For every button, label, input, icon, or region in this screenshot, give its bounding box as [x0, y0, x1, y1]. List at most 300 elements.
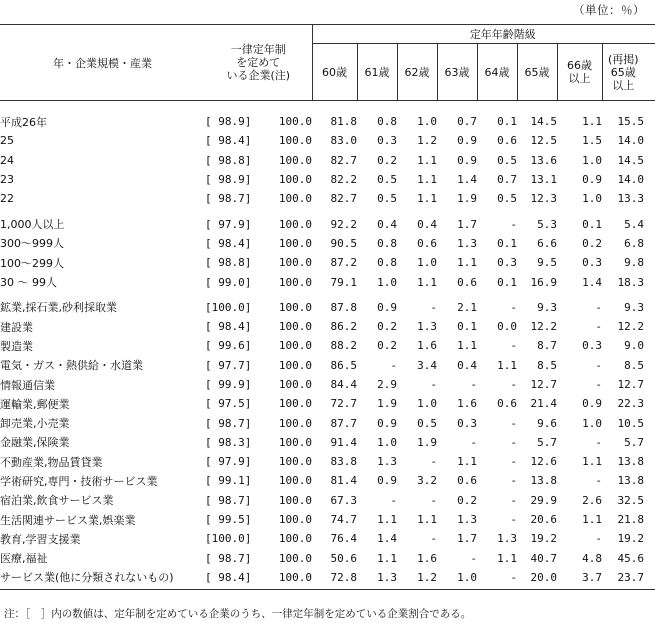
uniform-retirement-header: 一律定年制 を定めて いる企業(注): [205, 25, 312, 101]
age-value: 0.1: [497, 236, 517, 250]
age-value: -: [510, 513, 517, 527]
table-row: [0, 549, 655, 568]
age-col-header: 60歳: [312, 44, 357, 101]
age-value: 0.1: [457, 320, 477, 334]
age-value: 1.0: [457, 570, 477, 584]
uniform-rate-bracket: [ 97.9]: [205, 455, 252, 469]
age-value: 1.1: [582, 455, 602, 469]
age-value: 90.5: [330, 236, 357, 250]
age-value: 14.0: [617, 134, 644, 148]
age-value: 1.1: [582, 513, 602, 527]
age-value: 1.2: [417, 134, 437, 148]
age-value: 0.9: [377, 416, 397, 430]
age-value: 1.4: [377, 532, 397, 546]
age-value: 0.6: [497, 397, 517, 411]
total-value: 100.0: [278, 134, 312, 148]
age-value: 5.3: [537, 217, 557, 231]
age-value: 10.5: [617, 416, 644, 430]
table-row: [0, 336, 655, 355]
age-value: 14.5: [530, 115, 557, 129]
row-label: 宿泊業,飲食サービス業: [0, 494, 114, 508]
age-value: 0.2: [377, 320, 397, 334]
age-value: -: [430, 378, 437, 391]
age-value: 0.9: [457, 134, 477, 148]
age-value: -: [470, 435, 477, 449]
table-row: [0, 272, 655, 291]
age-value: 1.0: [377, 435, 397, 449]
age-value: 82.7: [330, 153, 357, 167]
age-value: 0.2: [377, 153, 397, 167]
age-value: 1.0: [582, 153, 602, 167]
age-value: 1.3: [377, 455, 397, 469]
row-label: 金融業,保険業: [0, 436, 70, 450]
age-value: -: [510, 455, 517, 469]
uniform-rate-bracket: [ 98.4]: [205, 236, 252, 250]
uniform-rate-bracket: [ 98.7]: [205, 551, 252, 565]
age-value: 82.7: [330, 192, 357, 206]
age-value: 12.3: [530, 192, 557, 206]
table-row: [0, 529, 655, 548]
age-value: 0.9: [582, 173, 602, 187]
age-value: 18.3: [617, 275, 644, 289]
total-value: 100.0: [278, 320, 312, 334]
table-row: [0, 356, 655, 375]
age-value: 0.6: [497, 134, 517, 148]
table-row: [0, 568, 655, 587]
age-value: 23.7: [617, 570, 644, 584]
age-value: 1.6: [457, 397, 477, 411]
row-label: 25: [0, 134, 14, 148]
total-value: 100.0: [278, 173, 312, 187]
age-value: 14.5: [617, 153, 644, 167]
age-value: 2.1: [457, 300, 477, 314]
row-label: 22: [0, 192, 14, 206]
age-value: 0.5: [377, 192, 397, 206]
age-value: 0.1: [497, 275, 517, 289]
table-row: [0, 253, 655, 272]
table-header: [0, 25, 655, 101]
age-value: 50.6: [330, 551, 357, 565]
age-value: 1.0: [417, 397, 437, 411]
age-value: 92.2: [330, 217, 357, 231]
table-bottom-rule: [0, 587, 655, 590]
age-value: -: [470, 378, 477, 391]
age-value: 1.1: [417, 192, 437, 206]
uniform-rate-bracket: [ 98.8]: [205, 153, 252, 167]
age-value: 6.6: [537, 236, 557, 250]
age-value: -: [595, 435, 602, 449]
age-value: 72.7: [330, 397, 357, 411]
age-value: 21.4: [530, 397, 557, 411]
age-value: 3.7: [582, 570, 602, 584]
uniform-rate-bracket: [ 99.0]: [205, 275, 252, 289]
row-label: 不動産業,物品賃貸業: [0, 455, 103, 469]
age-value: 0.4: [417, 217, 437, 231]
age-value: -: [510, 339, 517, 353]
age-value: 13.8: [617, 474, 644, 488]
age-value: 13.6: [530, 153, 557, 167]
total-value: 100.0: [278, 532, 312, 546]
age-value: 32.5: [617, 493, 644, 507]
total-value: 100.0: [278, 513, 312, 527]
table-row: [0, 170, 655, 189]
age-value: 20.6: [530, 513, 557, 527]
uniform-rate-bracket: [ 98.4]: [205, 570, 252, 584]
age-value: 74.7: [330, 513, 357, 527]
age-value: 0.1: [497, 115, 517, 129]
total-value: 100.0: [278, 217, 312, 231]
total-value: 100.0: [278, 153, 312, 167]
age-value: 13.1: [530, 173, 557, 187]
age-value: 0.9: [457, 153, 477, 167]
table-row: [0, 433, 655, 452]
age-value: 1.6: [417, 551, 437, 565]
age-value: 9.6: [537, 416, 557, 430]
age-value: 83.0: [330, 134, 357, 148]
age-value: 0.8: [377, 115, 397, 129]
age-value: 12.2: [530, 320, 557, 334]
section-gap: [0, 101, 655, 113]
age-value: -: [595, 358, 602, 372]
age-value: 1.1: [497, 551, 517, 565]
uniform-rate-bracket: [ 98.7]: [205, 493, 252, 507]
row-label: 300～999人: [0, 237, 64, 251]
total-value: 100.0: [278, 416, 312, 430]
age-value: 8.5: [624, 358, 644, 372]
total-value: 100.0: [278, 236, 312, 250]
age-value: 3.2: [417, 474, 437, 488]
age-value: 9.0: [624, 339, 644, 353]
age-value: 0.2: [377, 339, 397, 353]
row-label: 卸売業,小売業: [0, 417, 70, 431]
table-row: [0, 131, 655, 150]
table-row: [0, 234, 655, 253]
table-row: [0, 189, 655, 208]
age-value: 13.8: [617, 455, 644, 469]
age-value: 1.0: [582, 416, 602, 430]
row-label: 学術研究,専門・技術サービス業: [0, 474, 158, 488]
age-value: 13.8: [530, 474, 557, 488]
uniform-rate-bracket: [ 99.5]: [205, 513, 252, 527]
age-value: -: [595, 474, 602, 488]
row-label: 生活関連サービス業,娯楽業: [0, 513, 136, 527]
uniform-rate-bracket: [100.0]: [205, 300, 252, 314]
age-value: 81.4: [330, 474, 357, 488]
age-value: 13.3: [617, 192, 644, 206]
age-value: 0.4: [457, 358, 477, 372]
row-label: 100～299人: [0, 256, 64, 270]
age-value: 1.0: [417, 115, 437, 129]
age-value: 12.7: [530, 378, 557, 391]
age-col-header: (再掲) 65歳 以上: [602, 44, 644, 101]
uniform-rate-bracket: [ 98.4]: [205, 134, 252, 148]
table-row: [0, 413, 655, 432]
age-value: 5.4: [624, 217, 644, 231]
age-value: 12.2: [617, 320, 644, 334]
age-value: 81.8: [330, 115, 357, 129]
age-value: 88.2: [330, 339, 357, 353]
age-value: -: [510, 217, 517, 231]
age-col-header: 65歳: [517, 44, 557, 101]
age-value: -: [430, 532, 437, 546]
age-value: 0.6: [457, 275, 477, 289]
age-value: 1.3: [377, 570, 397, 584]
total-value: 100.0: [278, 275, 312, 289]
age-value: 0.6: [457, 474, 477, 488]
row-label: 情報通信業: [0, 378, 55, 392]
age-value: 1.7: [457, 217, 477, 231]
age-value: 0.2: [582, 236, 602, 250]
age-value: -: [510, 474, 517, 488]
total-value: 100.0: [278, 435, 312, 449]
total-value: 100.0: [278, 455, 312, 469]
age-value: 0.0: [497, 320, 517, 334]
age-value: 3.4: [417, 358, 437, 372]
total-value: 100.0: [278, 339, 312, 353]
age-value: 1.3: [457, 513, 477, 527]
age-value: 0.3: [582, 339, 602, 353]
age-col-header: 61歳: [357, 44, 397, 101]
age-value: 1.1: [457, 339, 477, 353]
age-value: -: [390, 358, 397, 372]
row-label: 30 ～ 99人: [0, 276, 57, 290]
total-value: 100.0: [278, 115, 312, 129]
age-value: 2.6: [582, 493, 602, 507]
age-value: 9.8: [624, 256, 644, 270]
age-value: 19.2: [617, 532, 644, 546]
uniform-rate-bracket: [ 98.9]: [205, 115, 252, 129]
age-value: 87.8: [330, 300, 357, 314]
age-value: 12.6: [530, 455, 557, 469]
uniform-rate-bracket: [ 98.7]: [205, 192, 252, 206]
age-value: 0.4: [377, 217, 397, 231]
total-value: 100.0: [278, 192, 312, 206]
age-value: 9.3: [537, 300, 557, 314]
age-value: 87.7: [330, 416, 357, 430]
uniform-rate-bracket: [100.0]: [205, 532, 252, 546]
age-value: 0.8: [377, 236, 397, 250]
uniform-rate-bracket: [ 97.5]: [205, 397, 252, 411]
age-value: 5.7: [537, 435, 557, 449]
uniform-rate-bracket: [ 98.7]: [205, 416, 252, 430]
age-value: 0.5: [497, 153, 517, 167]
table-row: [0, 375, 655, 394]
age-col-header: 63歳: [437, 44, 477, 101]
table-row: [0, 471, 655, 490]
age-value: 0.3: [582, 256, 602, 270]
age-value: 86.2: [330, 320, 357, 334]
age-value: 1.1: [377, 513, 397, 527]
age-value: 6.8: [624, 236, 644, 250]
age-value: 0.3: [377, 134, 397, 148]
age-value: 16.9: [530, 275, 557, 289]
table-body: [0, 101, 655, 590]
age-value: 19.2: [530, 532, 557, 546]
table-row: [0, 491, 655, 510]
age-value: 1.3: [497, 532, 517, 546]
total-value: 100.0: [278, 378, 312, 391]
age-value: 1.0: [417, 256, 437, 270]
row-label: 教育,学習支援業: [0, 532, 81, 546]
age-value: 1.9: [457, 192, 477, 206]
table-row: [0, 394, 655, 413]
age-value: -: [430, 300, 437, 314]
age-value: 1.0: [582, 192, 602, 206]
age-value: 5.7: [624, 435, 644, 449]
age-value: 0.9: [377, 300, 397, 314]
age-value: 1.3: [417, 320, 437, 334]
total-value: 100.0: [278, 493, 312, 507]
age-value: 1.1: [457, 256, 477, 270]
row-label: 運輸業,郵便業: [0, 397, 70, 411]
row-label: 1,000人以上: [0, 218, 65, 232]
age-value: 8.5: [537, 358, 557, 372]
age-value: 12.5: [530, 134, 557, 148]
row-label: 電気・ガス・熱供給・水道業: [0, 359, 143, 373]
uniform-rate-bracket: [ 97.9]: [205, 217, 252, 231]
age-value: 0.5: [377, 173, 397, 187]
age-value: 1.3: [457, 236, 477, 250]
age-value: 1.1: [497, 358, 517, 372]
age-value: -: [595, 300, 602, 314]
age-value: -: [430, 455, 437, 469]
table-row: [0, 298, 655, 317]
table-row: [0, 317, 655, 336]
total-value: 100.0: [278, 256, 312, 270]
age-value: 40.7: [530, 551, 557, 565]
age-value: 1.5: [582, 134, 602, 148]
age-value: 20.0: [530, 570, 557, 584]
stub-header: 年・企業規模・産業: [0, 25, 205, 101]
age-value: 0.9: [582, 397, 602, 411]
age-value: 1.4: [582, 275, 602, 289]
age-col-header: 66歳 以上: [557, 44, 602, 101]
age-value: 0.1: [582, 217, 602, 231]
age-value: -: [430, 493, 437, 507]
row-label: 24: [0, 153, 14, 167]
age-value: 72.8: [330, 570, 357, 584]
age-value: 21.8: [617, 513, 644, 527]
age-value: 1.9: [377, 397, 397, 411]
row-label: 鉱業,採石業,砂利採取業: [0, 301, 117, 315]
age-value: -: [510, 378, 517, 391]
table-row: [0, 214, 655, 233]
age-value: -: [510, 300, 517, 314]
unit-label: （単位：％）: [573, 3, 645, 17]
total-value: 100.0: [278, 570, 312, 584]
age-value: 87.2: [330, 256, 357, 270]
age-value: 14.0: [617, 173, 644, 187]
age-value: 29.9: [530, 493, 557, 507]
age-value: 0.9: [377, 474, 397, 488]
age-value: 15.5: [617, 115, 644, 129]
age-value: 1.1: [417, 173, 437, 187]
age-value: 1.1: [377, 551, 397, 565]
age-value: 0.5: [497, 192, 517, 206]
age-value: 22.3: [617, 397, 644, 411]
uniform-rate-bracket: [ 97.7]: [205, 358, 252, 372]
age-value: 83.8: [330, 455, 357, 469]
age-value: 1.1: [417, 513, 437, 527]
age-value: -: [510, 570, 517, 584]
age-value: -: [510, 435, 517, 449]
total-value: 100.0: [278, 397, 312, 411]
uniform-rate-bracket: [ 98.8]: [205, 256, 252, 270]
age-value: -: [595, 532, 602, 546]
retirement-age-table: [0, 24, 655, 590]
age-value: -: [470, 551, 477, 565]
uniform-rate-bracket: [ 99.9]: [205, 378, 252, 391]
footnote: 注：［ ］内の数値は、定年制を定めている企業のうち、一律定年制を定めている企業割合である。: [4, 608, 472, 620]
age-value: -: [595, 378, 602, 391]
age-value: -: [390, 493, 397, 507]
age-value: 0.6: [417, 236, 437, 250]
row-label: サービス業(他に分類されないもの): [0, 571, 174, 585]
table-row: [0, 452, 655, 471]
uniform-rate-bracket: [ 99.6]: [205, 339, 252, 353]
age-value: 0.7: [457, 115, 477, 129]
age-value: 1.1: [457, 455, 477, 469]
uniform-rate-bracket: [ 99.1]: [205, 474, 252, 488]
age-value: 1.1: [417, 153, 437, 167]
age-value: 0.3: [457, 416, 477, 430]
row-label: 医療,福祉: [0, 552, 48, 566]
age-value: 9.5: [537, 256, 557, 270]
age-col-header: 64歳: [477, 44, 517, 101]
age-value: 4.8: [582, 551, 602, 565]
row-label: 平成26年: [0, 115, 47, 129]
age-value: -: [595, 320, 602, 334]
total-value: 100.0: [278, 474, 312, 488]
total-value: 100.0: [278, 300, 312, 314]
age-value: 1.4: [457, 173, 477, 187]
age-value: 1.9: [417, 435, 437, 449]
row-label: 建設業: [0, 320, 33, 334]
row-label: 製造業: [0, 339, 33, 353]
age-value: 1.0: [377, 275, 397, 289]
age-value: 2.9: [377, 378, 397, 391]
age-value: 84.4: [330, 378, 357, 391]
age-value: 8.7: [537, 339, 557, 353]
age-value: 76.4: [330, 532, 357, 546]
age-value: 0.8: [377, 256, 397, 270]
uniform-rate-bracket: [ 98.4]: [205, 320, 252, 334]
uniform-rate-bracket: [ 98.9]: [205, 173, 252, 187]
age-value: 0.3: [497, 256, 517, 270]
age-value: 91.4: [330, 435, 357, 449]
age-value: 1.1: [582, 115, 602, 129]
age-value: 1.7: [457, 532, 477, 546]
age-value: 67.3: [330, 493, 357, 507]
age-value: 0.2: [457, 493, 477, 507]
total-value: 100.0: [278, 358, 312, 372]
age-group-header: 定年年齢階級: [312, 25, 655, 44]
age-value: 82.2: [330, 173, 357, 187]
age-value: 45.6: [617, 551, 644, 565]
age-value: 79.1: [330, 275, 357, 289]
table-row: [0, 112, 655, 131]
age-value: 0.7: [497, 173, 517, 187]
age-value: 1.6: [417, 339, 437, 353]
total-value: 100.0: [278, 551, 312, 565]
table-row: [0, 510, 655, 529]
age-value: -: [510, 493, 517, 507]
age-value: 86.5: [330, 358, 357, 372]
age-value: 12.7: [617, 378, 644, 391]
uniform-rate-bracket: [ 98.3]: [205, 435, 252, 449]
table-row: [0, 151, 655, 170]
age-value: 9.3: [624, 300, 644, 314]
